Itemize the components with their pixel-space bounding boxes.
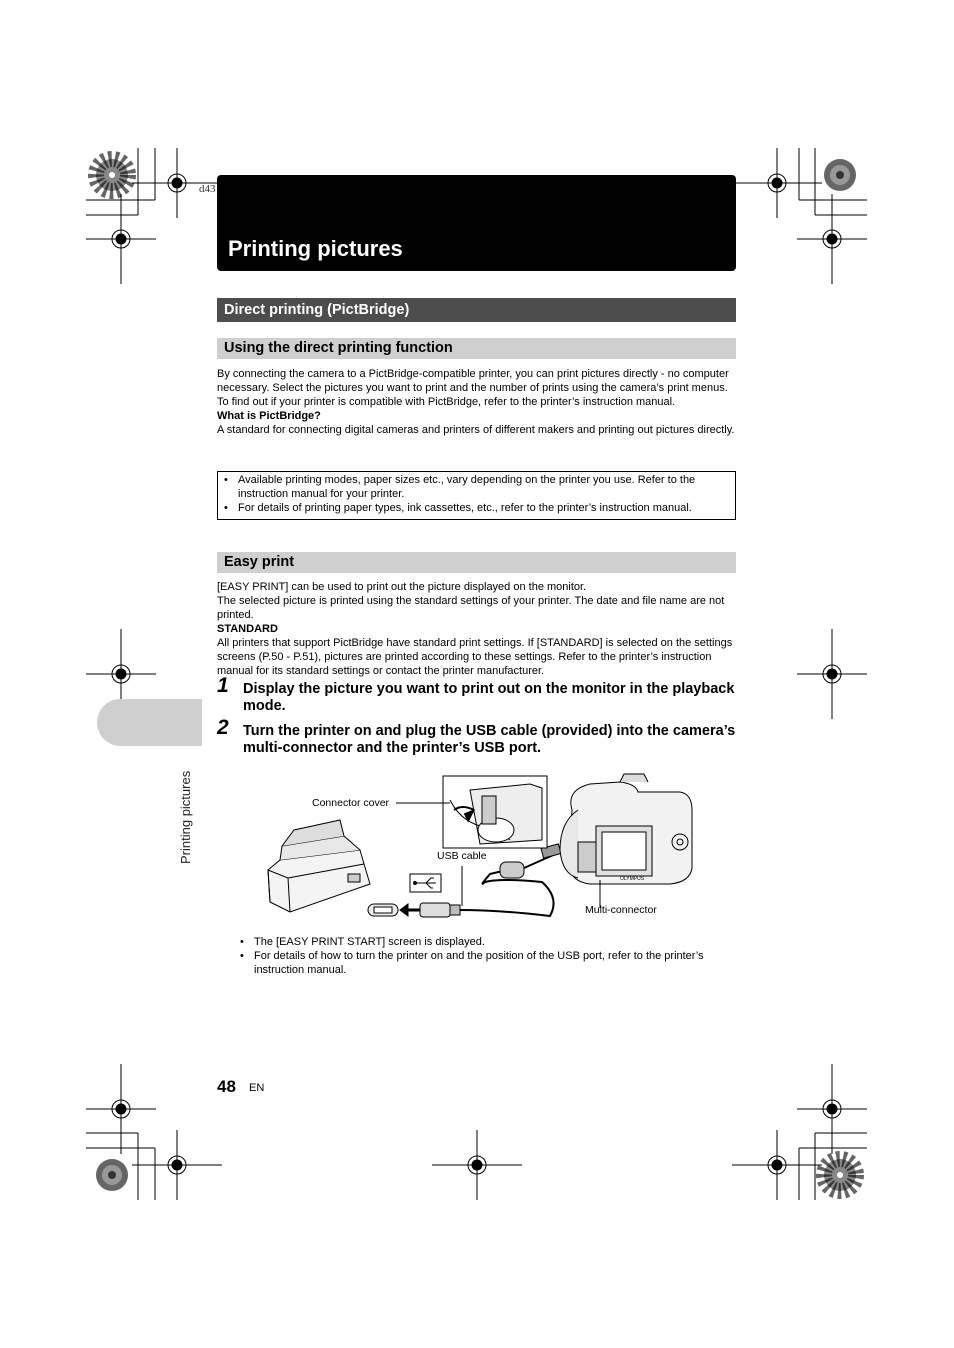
document-code: d43 <box>199 183 216 195</box>
intro-paragraph: By connecting the camera to a PictBridge-compatible printer, you can print pictures directly - no computer necessary. Select the pictures you want to print and the number of prints using the camera’s print menus. <box>217 368 729 394</box>
list-item: • The [EASY PRINT START] screen is displayed. <box>240 935 736 949</box>
step-number: 2 <box>217 716 229 739</box>
camera-illustration <box>560 774 692 884</box>
chapter-title: Printing pictures <box>228 236 403 261</box>
connector-cover-label: Connector cover <box>312 797 390 809</box>
intro-paragraph: To find out if your printer is compatible with PictBridge, refer to the printer’s instruction manual. <box>217 396 676 408</box>
chapter-side-tab <box>97 699 202 746</box>
step-2 <box>217 716 736 757</box>
connector-cover-inset <box>443 776 547 848</box>
page-number: 48 <box>217 1077 236 1096</box>
easy-print-paragraph: All printers that support PictBridge have standard print settings. If [STANDARD] is selected on the settings screens (P.50 - P.51), pictures are printed according to these settings. Refer to the printer’s instruction manual for its standard settings or contact the printer manufacturer. <box>217 637 733 677</box>
intro-text <box>217 367 736 437</box>
note-item: • For details of printing paper types, ink cassettes, etc., refer to the printer’s instruction manual. <box>222 501 731 515</box>
easy-print-subheading: STANDARD <box>217 623 278 635</box>
note-box <box>217 471 736 520</box>
section-heading-direct-printing: Direct printing (PictBridge) <box>217 298 736 322</box>
usb-cable-label: USB cable <box>437 850 487 862</box>
page-language: EN <box>249 1082 265 1094</box>
chapter-banner <box>217 175 736 271</box>
side-tab-label: Printing pictures <box>178 770 193 864</box>
intro-subheading: What is PictBridge? <box>217 410 321 422</box>
section-heading-easy-print: Easy print <box>217 552 736 573</box>
section-heading-using-function: Using the direct printing function <box>217 338 736 359</box>
easy-print-paragraph: The selected picture is printed using the standard settings of your printer. The date and file name are not printed. <box>217 595 725 621</box>
note-item: • Available printing modes, paper sizes etc., vary depending on the printer you use. Refer to the instruction manual for your printer. <box>222 473 731 501</box>
step-text: Turn the printer on and plug the USB cable (provided) into the camera’s multi-connector and the printer’s USB port. <box>243 723 736 756</box>
intro-paragraph: A standard for connecting digital cameras and printers of different makers and printing out pictures directly. <box>217 424 735 436</box>
step-number: 1 <box>217 674 229 697</box>
step-text: Display the picture you want to print out on the monitor in the playback mode. <box>243 681 735 714</box>
usb-symbol-icon <box>410 874 441 892</box>
easy-print-text <box>217 580 736 678</box>
multi-connector-label: Multi-connector <box>585 904 657 916</box>
camera-brand-mark: OLYMPUS <box>620 876 645 882</box>
easy-print-paragraph: [EASY PRINT] can be used to print out the picture displayed on the monitor. <box>217 581 587 593</box>
result-bullets <box>240 935 736 977</box>
step-1 <box>217 674 736 715</box>
connection-illustration <box>260 770 700 920</box>
printer-illustration <box>268 820 370 912</box>
list-item: • For details of how to turn the printer on and the position of the USB port, refer to the printer’s instruction manual. <box>240 949 736 977</box>
